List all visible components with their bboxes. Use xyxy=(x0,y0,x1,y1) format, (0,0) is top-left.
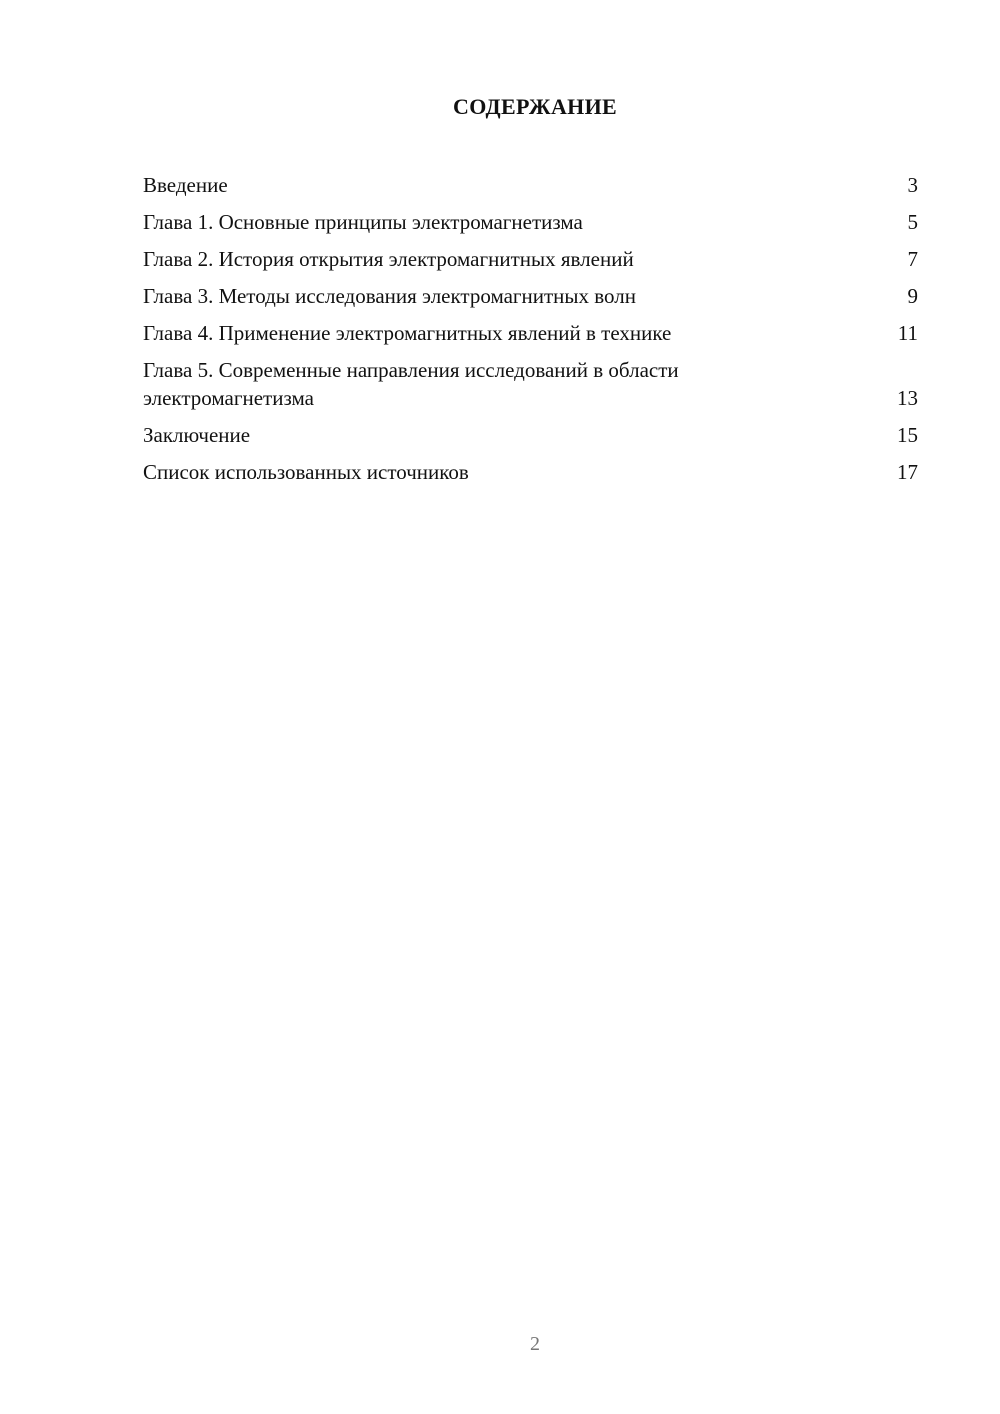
toc-entry-page: 13 xyxy=(897,386,918,410)
toc-entry-page: 9 xyxy=(907,284,918,308)
toc-entry-label: Глава 5. Современные направления исследований в области электромагнетизма xyxy=(143,358,679,410)
toc-entry-label: Заключение xyxy=(143,423,251,447)
toc-entry-chapter-2 xyxy=(143,245,918,273)
toc-list xyxy=(143,171,918,495)
toc-entry-label: Глава 2. История открытия электромагнитных явлений xyxy=(143,247,634,271)
toc-title: СОДЕРЖАНИЕ xyxy=(453,94,617,119)
toc-entry-label: Глава 3. Методы исследования электромагнитных волн xyxy=(143,284,636,308)
toc-entry-introduction xyxy=(143,171,918,199)
toc-entry-page: 7 xyxy=(907,247,918,271)
toc-entry-label: Глава 4. Применение электромагнитных явлений в технике xyxy=(143,321,672,345)
toc-entry-chapter-1 xyxy=(143,208,918,236)
toc-entry-page: 17 xyxy=(897,460,918,484)
toc-entry-label: Глава 1. Основные принципы электромагнетизма xyxy=(143,210,583,234)
toc-entry-chapter-4 xyxy=(143,319,918,347)
toc-entry-conclusion xyxy=(143,421,918,449)
toc-entry-references xyxy=(143,458,918,486)
toc-entry-label: Введение xyxy=(143,173,228,197)
page-number: 2 xyxy=(530,1333,540,1355)
toc-entry-chapter-5 xyxy=(143,356,918,412)
toc-entry-page: 5 xyxy=(907,210,918,234)
toc-entry-chapter-3 xyxy=(143,282,918,310)
toc-entry-page: 3 xyxy=(907,173,918,197)
toc-entry-page: 11 xyxy=(897,321,918,345)
toc-entry-label: Список использованных источников xyxy=(143,460,469,484)
toc-entry-page: 15 xyxy=(897,423,918,447)
